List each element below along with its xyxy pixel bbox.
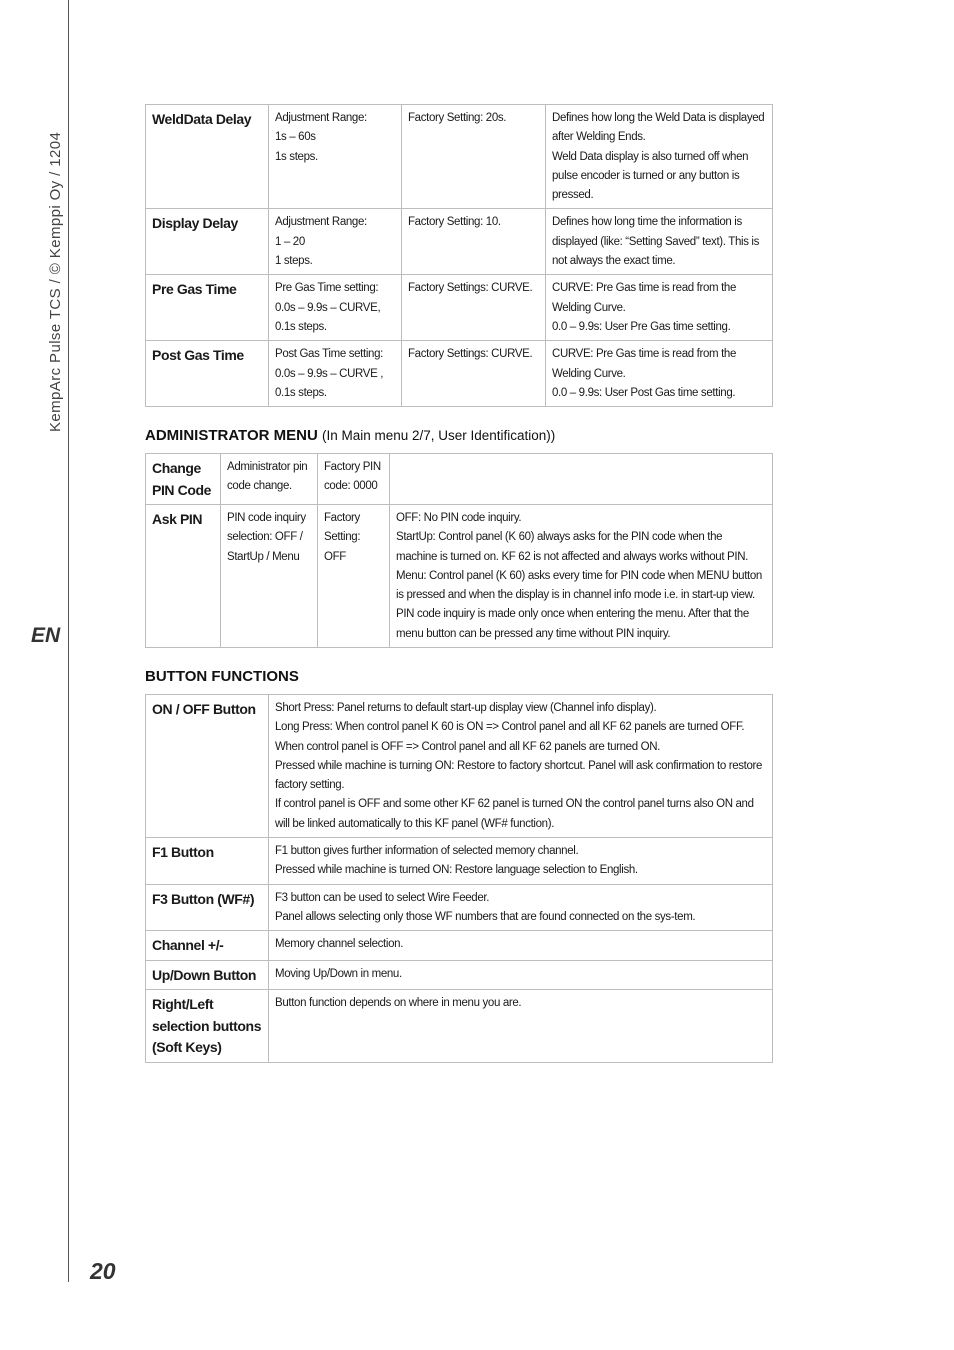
setting-description: Defines how long the Weld Data is displayed after Welding Ends. Weld Data display is also turned off when pulse encoder is turned or any button is pressed. [546,105,773,209]
button-name: F1 Button [146,838,269,885]
table-row [146,454,773,505]
setting-range: Pre Gas Time setting: 0.0s – 9.9s – CURVE, 0.1s steps. [269,275,402,341]
admin-setting-description [390,454,773,505]
button-functions-heading: BUTTON FUNCTIONS [145,668,299,685]
setting-name: Display Delay [146,209,269,275]
table-row [146,931,773,961]
table-row [146,209,773,275]
table-row [146,960,773,990]
admin-setting-name: Change PIN Code [146,454,221,505]
button-description: Memory channel selection. [269,931,773,961]
setting-name: Post Gas Time [146,341,269,407]
table-row [146,838,773,885]
button-name: F3 Button (WF#) [146,884,269,931]
admin-menu-title: ADMINISTRATOR MENU [145,427,318,444]
table-row [146,341,773,407]
button-name: ON / OFF Button [146,695,269,838]
language-tag: EN [31,624,61,647]
admin-menu-subtitle: (In Main menu 2/7, User Identification)) [321,428,556,443]
table-row [146,990,773,1063]
setting-factory: Factory Settings: CURVE. [402,341,546,407]
button-functions-table [145,694,773,1063]
admin-setting-range: PIN code inquiry selection: OFF / StartUp / Menu [221,505,318,648]
table-row [146,105,773,209]
table-row [146,505,773,648]
setting-factory: Factory Settings: CURVE. [402,275,546,341]
admin-setting-factory: Factory Setting: OFF [318,505,390,648]
admin-setting-factory: Factory PIN code: 0000 [318,454,390,505]
table-row [146,275,773,341]
button-description: Button function depends on where in menu you are. [269,990,773,1063]
button-description: Short Press: Panel returns to default start-up display view (Channel info display). Long Press: When control panel K 60 is ON => Control panel and all KF 62 panels are turned OFF. When control panel is OFF => Control panel and all KF 62 panels are turned ON. Pressed while machine is turning ON: Restore to factory shortcut. Panel will ask confirmation to restore factory setting. If control panel is OFF and some other KF 62 panel is turned ON the control panel turns also ON and will be linked automatically to this KF panel (WF# function). [269,695,773,838]
admin-setting-description: OFF: No PIN code inquiry. StartUp: Control panel (K 60) always asks for the PIN code when the machine is turned on. KF 62 is not affected and always works without PIN. Menu: Control panel (K 60) asks every time for PIN code when MENU button is pressed and when the display is in channel info mode i.e. in start-up view. PIN code inquiry is made only once when entering the menu. After that the menu button can be pressed any time without PIN inquiry. [390,505,773,648]
admin-menu-table [145,453,773,648]
settings-table [145,104,773,407]
setting-name: Pre Gas Time [146,275,269,341]
setting-factory: Factory Setting: 20s. [402,105,546,209]
table-row [146,884,773,931]
button-description: F3 button can be used to select Wire Feeder. Panel allows selecting only those WF numbers that are found connected on the sys-tem. [269,884,773,931]
setting-factory: Factory Setting: 10. [402,209,546,275]
admin-menu-heading [145,427,555,444]
button-description: Moving Up/Down in menu. [269,960,773,990]
setting-description: CURVE: Pre Gas time is read from the Welding Curve. 0.0 – 9.9s: User Post Gas time setting. [546,341,773,407]
button-name: Up/Down Button [146,960,269,990]
button-description: F1 button gives further information of selected memory channel. Pressed while machine is turned ON: Restore language selection to English. [269,838,773,885]
setting-range: Post Gas Time setting: 0.0s – 9.9s – CURVE , 0.1s steps. [269,341,402,407]
setting-name: WeldData Delay [146,105,269,209]
setting-range: Adjustment Range: 1 – 20 1 steps. [269,209,402,275]
document-footer-caption: KempArc Pulse TCS / © Kemppi Oy / 1204 [47,131,64,432]
page-number: 20 [90,1258,116,1284]
setting-description: Defines how long time the information is displayed (like: “Setting Saved” text). This is not always the exact time. [546,209,773,275]
setting-description: CURVE: Pre Gas time is read from the Welding Curve. 0.0 – 9.9s: User Pre Gas time setting. [546,275,773,341]
button-name: Right/Left selection buttons (Soft Keys) [146,990,269,1063]
margin-rule [68,0,69,1282]
button-name: Channel +/- [146,931,269,961]
admin-setting-name: Ask PIN [146,505,221,648]
table-row [146,695,773,838]
setting-range: Adjustment Range: 1s – 60s 1s steps. [269,105,402,209]
admin-setting-range: Administrator pin code change. [221,454,318,505]
